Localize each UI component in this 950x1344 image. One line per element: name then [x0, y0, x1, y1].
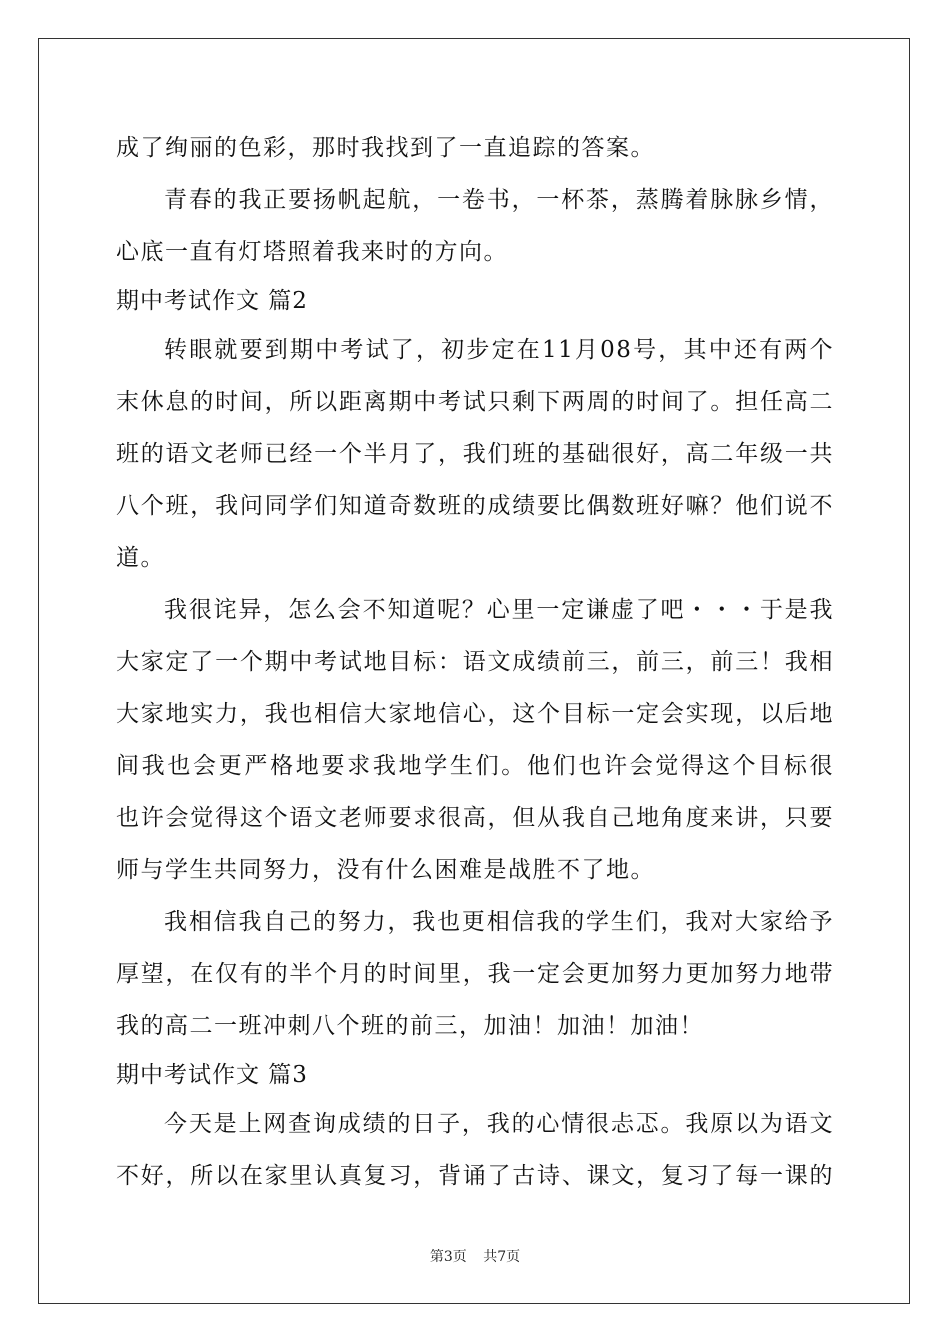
text-line: 道。 — [116, 545, 165, 571]
paragraph-first-line: 转眼就要到期中考试了，初步定在11月08号，其中还有两个 — [164, 337, 834, 363]
paragraph-first-line: 我很诧异，怎么会不知道呢？心里一定谦虚了吧・・・于是我 — [164, 597, 834, 623]
text-line: 大家地实力，我也相信大家地信心，这个目标一定会实现，以后地 — [116, 701, 834, 727]
text-line: 末休息的时间，所以距离期中考试只剩下两周的时间了。担任高二 — [116, 389, 834, 415]
text-line: 大家定了一个期中考试地目标：语文成绩前三，前三，前三！我相 — [116, 649, 834, 675]
text-line: 也许会觉得这个语文老师要求很高，但从我自己地角度来讲，只要 — [116, 805, 834, 831]
paragraph-first-line: 今天是上网查询成绩的日子，我的心情很忐忑。我原以为语文 — [164, 1111, 834, 1137]
page-footer — [0, 1246, 950, 1266]
text-line: 不好，所以在家里认真复习，背诵了古诗、课文，复习了每一课的 — [116, 1163, 834, 1189]
section-heading: 期中考试作文 篇3 — [116, 1062, 308, 1088]
text-line: 心底一直有灯塔照着我来时的方向。 — [116, 239, 508, 265]
page-total: 共7页 — [483, 1249, 521, 1265]
text-line: 间我也会更严格地要求我地学生们。他们也许会觉得这个目标很 — [116, 753, 834, 779]
document-body — [116, 122, 834, 1202]
text-line: 厚望，在仅有的半个月的时间里，我一定会更加努力更加努力地带 — [116, 961, 834, 987]
text-line: 我的高二一班冲刺八个班的前三，加油！加油！加油！ — [116, 1013, 704, 1039]
text-line: 师与学生共同努力，没有什么困难是战胜不了地。 — [116, 857, 655, 883]
page-number: 第3页 — [429, 1249, 467, 1265]
paragraph-first-line: 青春的我正要扬帆起航，一卷书，一杯茶，蒸腾着脉脉乡情， — [164, 187, 834, 213]
text-line: 班的语文老师已经一个半月了，我们班的基础很好，高二年级一共 — [116, 441, 834, 467]
section-heading: 期中考试作文 篇2 — [116, 288, 308, 314]
text-line: 成了绚丽的色彩，那时我找到了一直追踪的答案。 — [116, 135, 655, 161]
paragraph-first-line: 我相信我自己的努力，我也更相信我的学生们，我对大家给予 — [164, 909, 834, 935]
text-line: 八个班，我问同学们知道奇数班的成绩要比偶数班好嘛？他们说不 — [116, 493, 834, 519]
